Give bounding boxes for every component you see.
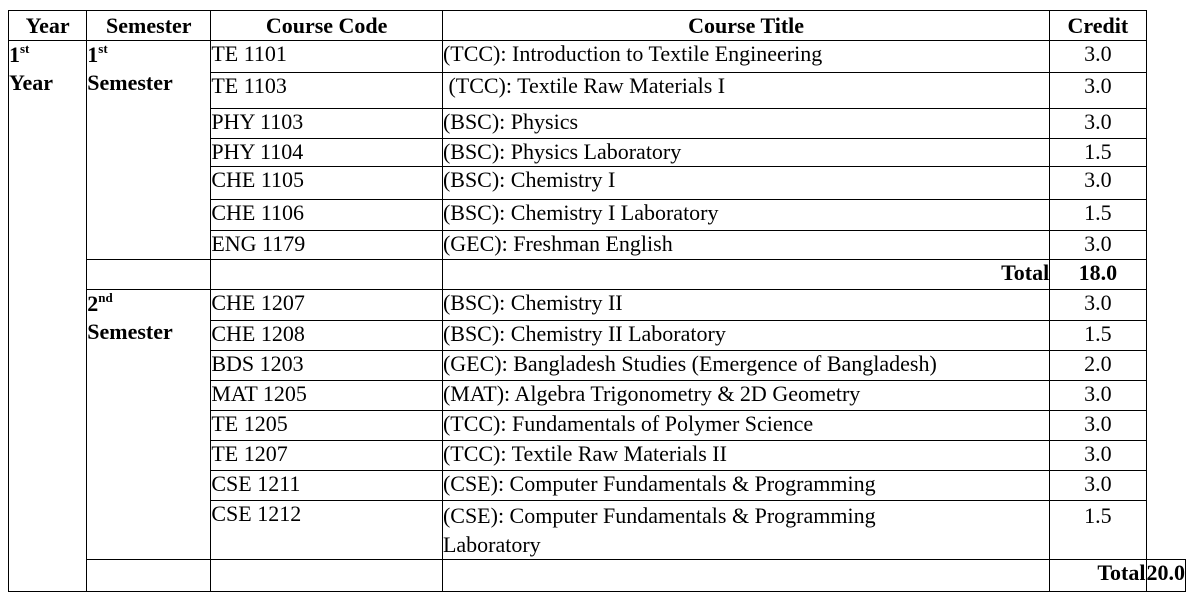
course-credit: 3.0	[1050, 41, 1146, 73]
course-code: MAT 1205	[211, 381, 443, 411]
header-credit: Credit	[1050, 11, 1146, 41]
course-code: PHY 1104	[211, 139, 443, 167]
course-title: (TCC): Textile Raw Materials II	[442, 441, 1049, 471]
course-code: TE 1207	[211, 441, 443, 471]
course-credit: 1.5	[1050, 139, 1146, 167]
course-code: CSE 1212	[211, 501, 443, 560]
course-credit: 3.0	[1050, 411, 1146, 441]
course-code: CHE 1208	[211, 321, 443, 351]
course-title: (BSC): Chemistry I	[442, 167, 1049, 200]
course-title: (BSC): Chemistry II Laboratory	[442, 321, 1049, 351]
header-semester: Semester	[87, 11, 211, 41]
course-credit: 1.5	[1050, 200, 1146, 231]
semester-2-ordinal: 2nd	[87, 290, 113, 316]
course-code: TE 1205	[211, 411, 443, 441]
course-code: PHY 1103	[211, 109, 443, 139]
header-course-code: Course Code	[211, 11, 443, 41]
course-code: TE 1103	[211, 73, 443, 109]
course-title: (CSE): Computer Fundamentals & Programming Laboratory	[442, 501, 1049, 560]
course-code: CSE 1211	[211, 471, 443, 501]
course-title: (BSC): Physics Laboratory	[442, 139, 1049, 167]
course-title: (TCC): Textile Raw Materials I	[442, 73, 1049, 109]
year-cell	[9, 41, 87, 592]
semester-1-total-value: 18.0	[1050, 260, 1146, 290]
empty-cell	[442, 560, 1049, 592]
course-credit: 3.0	[1050, 167, 1146, 200]
course-title: (MAT): Algebra Trigonometry & 2D Geometry	[442, 381, 1049, 411]
table-row	[9, 290, 1186, 321]
semester-2-word: Semester	[87, 319, 173, 344]
course-code: CHE 1207	[211, 290, 443, 321]
table-row	[9, 41, 1186, 73]
header-course-title: Course Title	[442, 11, 1049, 41]
course-code: CHE 1106	[211, 200, 443, 231]
empty-cell	[87, 560, 211, 592]
course-credit: 3.0	[1050, 231, 1146, 260]
empty-cell	[87, 260, 211, 290]
empty-cell	[211, 260, 443, 290]
semester-1-total-label: Total	[442, 260, 1049, 290]
course-credit: 3.0	[1050, 109, 1146, 139]
course-title: (BSC): Physics	[442, 109, 1049, 139]
curriculum-table	[8, 10, 1186, 592]
semester-2-total-value: 20.0	[1146, 560, 1186, 592]
header-row	[9, 11, 1186, 41]
header-year: Year	[9, 11, 87, 41]
course-code: BDS 1203	[211, 351, 443, 381]
semester-1-cell	[87, 41, 211, 260]
semester-2-total-label: Total	[1050, 560, 1146, 592]
course-code: CHE 1105	[211, 167, 443, 200]
course-credit: 3.0	[1050, 290, 1146, 321]
course-title: (TCC): Fundamentals of Polymer Science	[442, 411, 1049, 441]
course-title: (TCC): Introduction to Textile Engineering	[442, 41, 1049, 73]
semester-2-cell	[87, 290, 211, 560]
course-credit: 1.5	[1050, 321, 1146, 351]
year-ordinal: 1st	[9, 41, 30, 67]
course-title: (GEC): Freshman English	[442, 231, 1049, 260]
course-title: (CSE): Computer Fundamentals & Programming	[442, 471, 1049, 501]
course-credit: 3.0	[1050, 441, 1146, 471]
course-credit: 3.0	[1050, 381, 1146, 411]
course-title: (BSC): Chemistry II	[442, 290, 1049, 321]
year-word: Year	[9, 70, 53, 95]
semester-1-ordinal: 1st	[87, 41, 108, 67]
course-code: ENG 1179	[211, 231, 443, 260]
semester-1-word: Semester	[87, 70, 173, 95]
total-row	[9, 260, 1186, 290]
total-row	[9, 560, 1186, 592]
course-code: TE 1101	[211, 41, 443, 73]
course-title: (BSC): Chemistry I Laboratory	[442, 200, 1049, 231]
empty-cell	[211, 560, 443, 592]
course-credit: 3.0	[1050, 73, 1146, 109]
course-credit: 1.5	[1050, 501, 1146, 560]
course-title: (GEC): Bangladesh Studies (Emergence of Bangladesh)	[442, 351, 1049, 381]
course-credit: 2.0	[1050, 351, 1146, 381]
course-credit: 3.0	[1050, 471, 1146, 501]
